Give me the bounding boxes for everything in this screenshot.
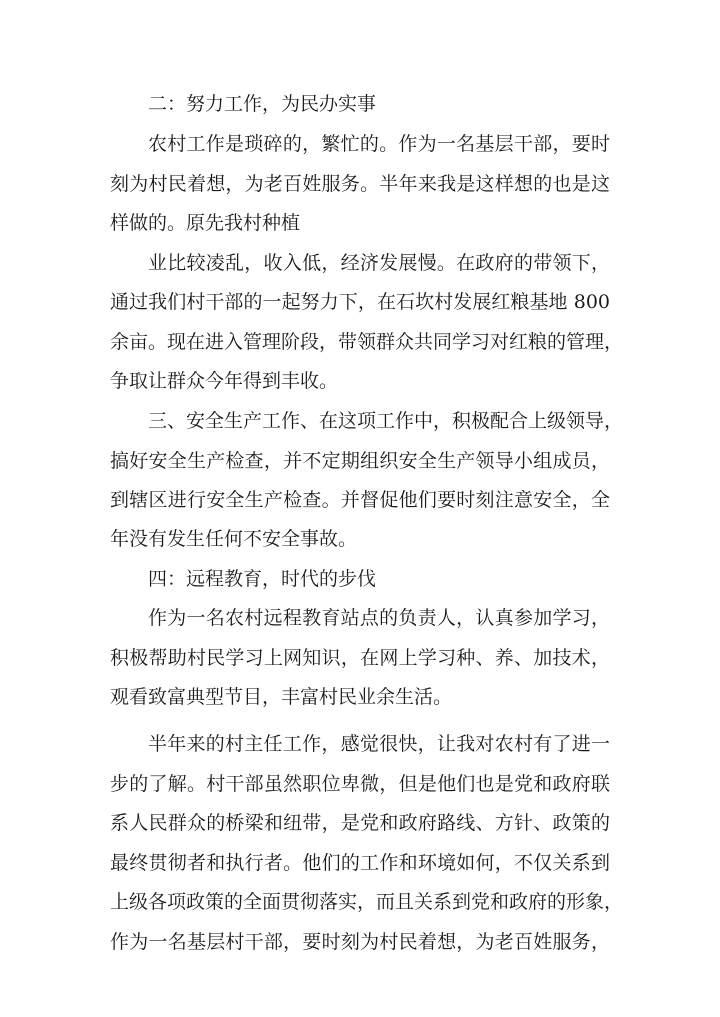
paragraph-line: 作为一名基层村干部，要时刻为村民着想，为老百姓服务， (110, 931, 610, 953)
paragraph-line: 上级各项政策的全面贯彻落实，而且关系到党和政府的形象， (110, 891, 624, 913)
paragraph-line: 半年来的村主任工作，感觉很快，让我对农村有了进一 (148, 733, 610, 755)
section-heading-4: 四：远程教育，时代的步伐 (148, 568, 377, 590)
paragraph-line: 到辖区进行安全生产检查。并督促他们要时刻注意安全，全 (110, 489, 610, 511)
paragraph-line: 系人民群众的桥梁和纽带，是党和政府路线、方针、政策的 (110, 812, 610, 834)
paragraph-line: 步的了解。村干部虽然职位卑微，但是他们也是党和政府联 (110, 773, 610, 795)
paragraph-line: 搞好安全生产检查，并不定期组织安全生产领导小组成员， (110, 450, 610, 472)
paragraph-line: 通过我们村干部的一起努力下，在石坎村发展红粮基地 800 (110, 291, 610, 313)
paragraph-line: 观看致富典型节目，丰富村民业余生活。 (110, 686, 453, 708)
paragraph-line: 农村工作是琐碎的，繁忙的。作为一名基层干部，要时 (148, 133, 610, 155)
paragraph-line: 作为一名农村远程教育站点的负责人，认真参加学习， (148, 607, 610, 629)
paragraph-line: 最终贯彻者和执行者。他们的工作和环境如何，不仅关系到 (110, 852, 610, 874)
paragraph-line: 样做的。原先我村种植 (110, 212, 301, 234)
section-heading-2: 二：努力工作，为民办实事 (148, 93, 377, 115)
section-heading-3: 三、安全生产工作、在这项工作中，积极配合上级领导， (148, 410, 624, 432)
paragraph-line: 争取让群众今年得到丰收。 (110, 370, 339, 392)
paragraph-line: 年没有发生任何不安全事故。 (110, 528, 358, 550)
paragraph-line: 刻为村民着想，为老百姓服务。半年来我是这样想的也是这 (110, 173, 610, 195)
paragraph-line: 余亩。现在进入管理阶段，带领群众共同学习对红粮的管理， (110, 331, 624, 353)
paragraph-line: 积极帮助村民学习上网知识，在网上学习种、养、加技术， (110, 647, 610, 669)
paragraph-line: 业比较凌乱，收入低，经济发展慢。在政府的带领下， (148, 252, 610, 274)
